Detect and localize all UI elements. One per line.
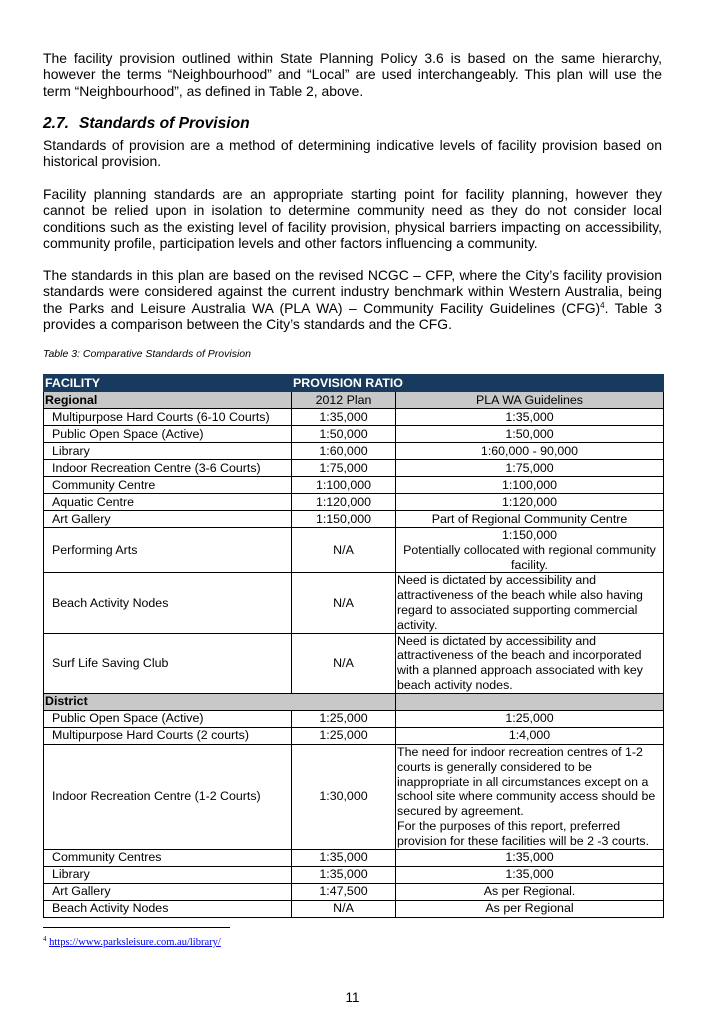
section-number: 2.7. xyxy=(43,115,70,132)
plan-ratio-cell: 1:100,000 xyxy=(292,477,396,494)
pla-ratio-cell: 1:75,000 xyxy=(396,460,664,477)
pla-ratio-cell: As per Regional. xyxy=(396,883,664,900)
pla-ratio-cell xyxy=(396,528,664,573)
facility-cell: Public Open Space (Active) xyxy=(44,426,292,443)
section-heading xyxy=(43,115,250,133)
p4-text-after: . Table 3 provides a comparison between the City’s standards and the CFG. xyxy=(43,299,662,333)
p4-text-before: The standards in this plan are based on the revised NCGC – CFP, where the City’s facility provision standards were considered against the current industry benchmark within Western Australia, being the Parks and Leisure Australia WA (PLA WA) – Community Facility Guidelines (CFG) xyxy=(43,267,662,316)
plan-ratio-cell: 1:50,000 xyxy=(292,426,396,443)
pla-ratio-cell: 1:60,000 - 90,000 xyxy=(396,443,664,460)
district-subheader-row xyxy=(44,693,664,710)
column-2012-plan: 2012 Plan xyxy=(292,392,396,409)
regional-label: Regional xyxy=(44,392,292,409)
plan-ratio-cell: 1:35,000 xyxy=(292,409,396,426)
pla-ratio-cell: 1:35,000 xyxy=(396,849,664,866)
plan-ratio-cell: 1:30,000 xyxy=(292,744,396,849)
standards-paragraph: Standards of provision are a method of determining indicative levels of facility provision based on historical provision. xyxy=(43,137,662,170)
table-row xyxy=(44,426,664,443)
table-row xyxy=(44,900,664,917)
table-row xyxy=(44,528,664,573)
facility-cell: Surf Life Saving Club xyxy=(44,633,292,693)
table-row xyxy=(44,511,664,528)
pla-ratio-cell: Need is dictated by accessibility and attractiveness of the beach while also having regard to associated supporting commercial activity. xyxy=(396,573,664,633)
regional-subheader-row xyxy=(44,392,664,409)
plan-ratio-cell: N/A xyxy=(292,528,396,573)
header-provision-ratio: PROVISION RATIO xyxy=(292,375,664,392)
plan-ratio-cell: 1:35,000 xyxy=(292,849,396,866)
table-row xyxy=(44,633,664,693)
pla-ratio-cell: 1:120,000 xyxy=(396,494,664,511)
table-row xyxy=(44,409,664,426)
comparison-paragraph xyxy=(43,267,662,333)
plan-ratio-cell: 1:150,000 xyxy=(292,511,396,528)
pla-ratio-value: 1:150,000 xyxy=(501,528,558,542)
facility-cell: Art Gallery xyxy=(44,511,292,528)
plan-ratio-cell: 1:75,000 xyxy=(292,460,396,477)
plan-ratio-cell: 1:25,000 xyxy=(292,727,396,744)
footnote-divider xyxy=(43,927,230,928)
pla-ratio-note: Potentially collocated with regional community facility. xyxy=(403,542,656,572)
facility-cell: Beach Activity Nodes xyxy=(44,900,292,917)
plan-ratio-cell: 1:25,000 xyxy=(292,710,396,727)
pla-ratio-cell: As per Regional xyxy=(396,900,664,917)
pla-ratio-cell: 1:50,000 xyxy=(396,426,664,443)
table-header-row xyxy=(44,375,664,392)
table-row xyxy=(44,883,664,900)
pla-ratio-cell: 1:100,000 xyxy=(396,477,664,494)
table-row xyxy=(44,573,664,633)
facility-cell: Public Open Space (Active) xyxy=(44,710,292,727)
footnote xyxy=(43,935,221,948)
plan-ratio-cell: 1:35,000 xyxy=(292,866,396,883)
pla-ratio-cell: Need is dictated by accessibility and attractiveness of the beach and incorporated with a planned approach associated with key beach activity nodes. xyxy=(396,633,664,693)
pla-ratio-cell: 1:35,000 xyxy=(396,409,664,426)
pla-ratio-cell: Part of Regional Community Centre xyxy=(396,511,664,528)
provision-table xyxy=(43,374,664,918)
table-row xyxy=(44,494,664,511)
pla-ratio-cell: 1:35,000 xyxy=(396,866,664,883)
footnote-number: 4 xyxy=(43,935,47,943)
plan-ratio-cell: N/A xyxy=(292,573,396,633)
facility-cell: Library xyxy=(44,866,292,883)
footnote-link[interactable]: https://www.parksleisure.com.au/library/ xyxy=(49,937,221,948)
facility-cell: Multipurpose Hard Courts (2 courts) xyxy=(44,727,292,744)
section-title: Standards of Provision xyxy=(79,115,250,132)
facility-cell: Community Centres xyxy=(44,849,292,866)
table-row xyxy=(44,477,664,494)
facility-cell: Library xyxy=(44,443,292,460)
facility-cell: Multipurpose Hard Courts (6-10 Courts) xyxy=(44,409,292,426)
facility-cell: Aquatic Centre xyxy=(44,494,292,511)
header-facility: FACILITY xyxy=(44,375,292,392)
pla-ratio-cell xyxy=(396,744,664,849)
table-row xyxy=(44,744,664,849)
plan-ratio-cell: 1:120,000 xyxy=(292,494,396,511)
facility-cell: Performing Arts xyxy=(44,528,292,573)
planning-paragraph: Facility planning standards are an appropriate starting point for facility planning, however they cannot be relied upon in isolation to determine community need as they do not consider local conditions such as the existing level of facility provision, physical barriers impacting on accessibility, community profile, participation levels and other factors influencing a community. xyxy=(43,186,662,252)
pla-note-2: For the purposes of this report, preferred provision for these facilities will be 2 -3 courts. xyxy=(397,818,650,848)
page-number: 11 xyxy=(345,990,360,1005)
table-row xyxy=(44,443,664,460)
table-row xyxy=(44,710,664,727)
pla-ratio-cell: 1:25,000 xyxy=(396,710,664,727)
table-row xyxy=(44,460,664,477)
table-row xyxy=(44,866,664,883)
pla-ratio-cell: 1:4,000 xyxy=(396,727,664,744)
district-label: District xyxy=(44,693,396,710)
district-blank-cell xyxy=(396,693,664,710)
facility-cell: Beach Activity Nodes xyxy=(44,573,292,633)
facility-cell: Indoor Recreation Centre (3-6 Courts) xyxy=(44,460,292,477)
footnote-reference[interactable]: 4 xyxy=(600,300,605,310)
table-row xyxy=(44,849,664,866)
pla-note-1: The need for indoor recreation centres of 1-2 courts is generally considered to be inappropriate in all circumstances except on a school site where community access should be secured by agreement. xyxy=(397,744,656,819)
plan-ratio-cell: N/A xyxy=(292,633,396,693)
facility-cell: Community Centre xyxy=(44,477,292,494)
plan-ratio-cell: 1:60,000 xyxy=(292,443,396,460)
facility-cell: Indoor Recreation Centre (1-2 Courts) xyxy=(44,744,292,849)
column-pla-guidelines: PLA WA Guidelines xyxy=(396,392,664,409)
table-caption: Table 3: Comparative Standards of Provision xyxy=(43,348,251,360)
plan-ratio-cell: N/A xyxy=(292,900,396,917)
plan-ratio-cell: 1:47,500 xyxy=(292,883,396,900)
facility-cell: Art Gallery xyxy=(44,883,292,900)
table-row xyxy=(44,727,664,744)
intro-paragraph: The facility provision outlined within State Planning Policy 3.6 is based on the same hierarchy, however the terms “Neighbourhood” and “Local” are used interchangeably. This plan will use the term “Neighbourhood”, as defined in Table 2, above. xyxy=(43,50,662,99)
